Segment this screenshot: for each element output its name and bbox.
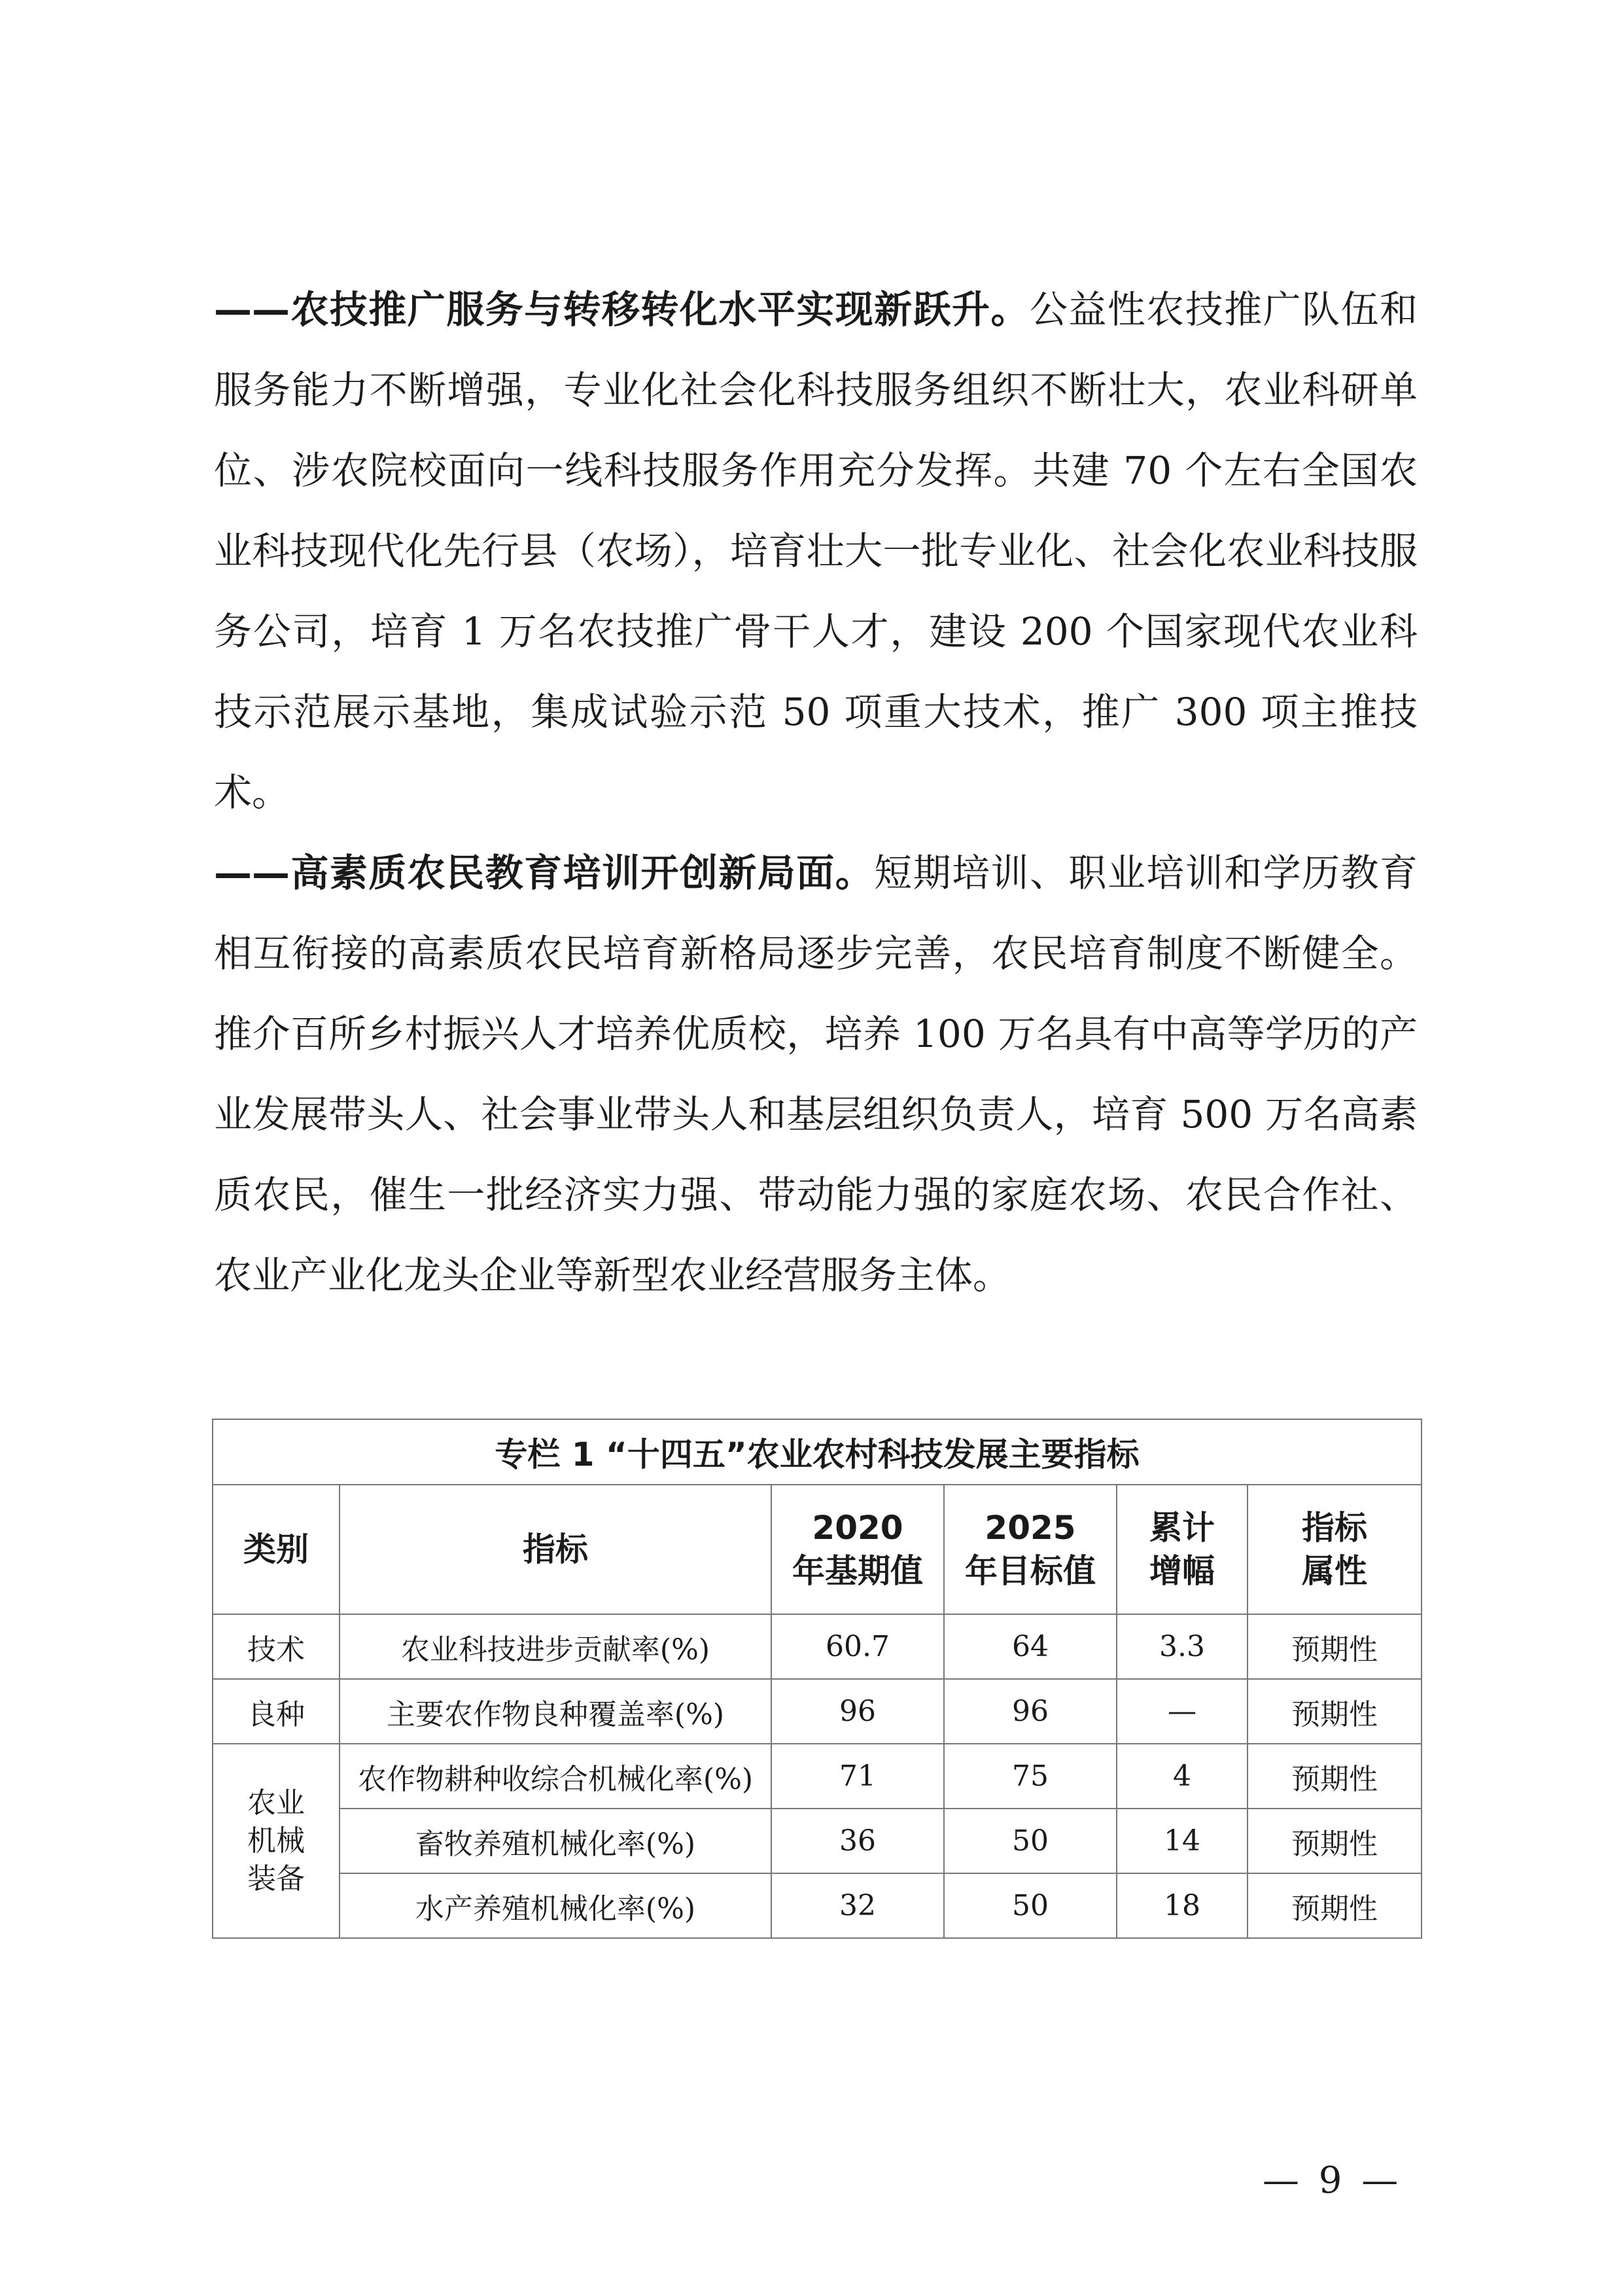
cell-attribute: 预期性 (1248, 1614, 1422, 1679)
table-caption: 专栏 1 “十四五”农业农村科技发展主要指标 (213, 1419, 1422, 1485)
paragraph-text: 公益性农技推广队伍和服务能力不断增强，专业化社会化科技服务组织不断壮大，农业科研单位、涉农院校面向一线科技服务作用充分发挥。共建 70 个左右全国农业科技现代化先行县（农场），培育壮大一批专业化、社会化农业科技服务公司，培育 1 万名农技推广骨干人才，建设 200 个国家现代农业科技示范展示基地，集成试验示范 50 项重大技术，推广 300 项主推技术。 (214, 287, 1418, 815)
indicator-table-container (212, 1419, 1421, 1939)
cell-target: 96 (944, 1679, 1117, 1744)
paragraph-lead: ——高素质农民教育培训开创新局面。 (214, 851, 875, 895)
header-target-value: 2025 年目标值 (944, 1485, 1117, 1614)
table-row (213, 1614, 1422, 1679)
cell-target: 75 (944, 1744, 1117, 1809)
cell-base: 71 (771, 1744, 944, 1809)
cell-base: 96 (771, 1679, 944, 1744)
cell-base: 36 (771, 1809, 944, 1873)
table-row (213, 1679, 1422, 1744)
cell-indicator: 主要农作物良种覆盖率(%) (340, 1679, 771, 1744)
header-attribute: 指标属性 (1248, 1485, 1422, 1614)
table-row (213, 1873, 1422, 1938)
paragraph-tech-extension (214, 270, 1418, 833)
paragraph-farmer-training (214, 833, 1418, 1316)
paragraph-lead: ——农技推广服务与转移转化水平实现新跃升。 (214, 287, 1030, 332)
header-increase: 累计增幅 (1117, 1485, 1248, 1614)
cell-increase: 4 (1117, 1744, 1248, 1809)
page-number: — 9 — (1263, 2159, 1403, 2202)
cell-indicator: 农作物耕种收综合机械化率(%) (340, 1744, 771, 1809)
table-row (213, 1744, 1422, 1809)
cell-increase: 3.3 (1117, 1614, 1248, 1679)
cell-attribute: 预期性 (1248, 1873, 1422, 1938)
header-base-value: 2020 年基期值 (771, 1485, 944, 1614)
cell-category: 技术 (213, 1614, 340, 1679)
cell-attribute: 预期性 (1248, 1809, 1422, 1873)
cell-attribute: 预期性 (1248, 1679, 1422, 1744)
cell-increase: 18 (1117, 1873, 1248, 1938)
header-indicator: 指标 (340, 1485, 771, 1614)
cell-category-machinery: 农业机械装备 (213, 1744, 340, 1938)
cell-target: 64 (944, 1614, 1117, 1679)
cell-base: 60.7 (771, 1614, 944, 1679)
header-category: 类别 (213, 1485, 340, 1614)
cell-category: 良种 (213, 1679, 340, 1744)
cell-indicator: 农业科技进步贡献率(%) (340, 1614, 771, 1679)
table-row (213, 1809, 1422, 1873)
cell-increase: — (1117, 1679, 1248, 1744)
indicator-table (212, 1419, 1422, 1939)
cell-increase: 14 (1117, 1809, 1248, 1873)
cell-indicator: 水产养殖机械化率(%) (340, 1873, 771, 1938)
cell-indicator: 畜牧养殖机械化率(%) (340, 1809, 771, 1873)
cell-target: 50 (944, 1809, 1117, 1873)
paragraph-text: 短期培训、职业培训和学历教育相互衔接的高素质农民培育新格局逐步完善，农民培育制度不断健全。推介百所乡村振兴人才培养优质校，培养 100 万名具有中高等学历的产业发展带头人、社会事业带头人和基层组织负责人，培育 500 万名高素质农民，催生一批经济实力强、带动能力强的家庭农场、农民合作社、农业产业化龙头企业等新型农业经营服务主体。 (214, 851, 1418, 1298)
cell-attribute: 预期性 (1248, 1744, 1422, 1809)
cell-target: 50 (944, 1873, 1117, 1938)
cell-base: 32 (771, 1873, 944, 1938)
